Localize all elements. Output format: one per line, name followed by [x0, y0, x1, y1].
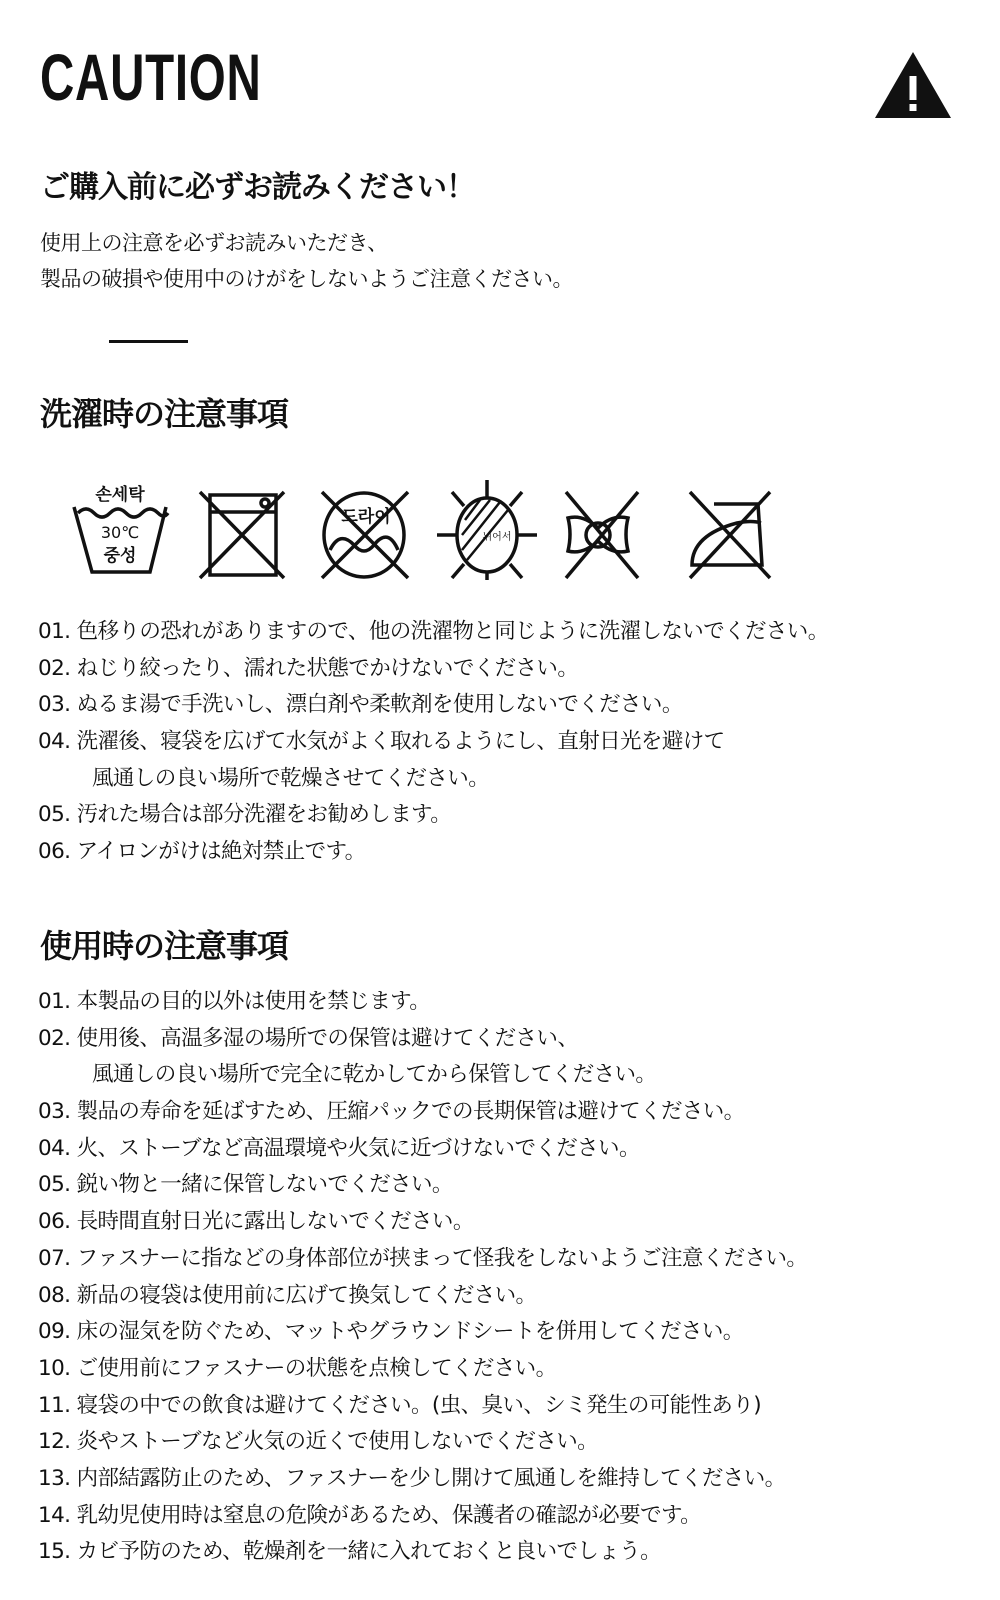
- list-item-continuation: 風通しの良い場所で完全に乾かしてから保管してください。: [92, 1062, 657, 1088]
- no-iron-icon: [690, 492, 770, 578]
- no-wring-icon: [566, 492, 638, 578]
- list-item: 03. 製品の寿命を延ばすため、圧縮パックでの長期保管は避けてください。: [38, 1099, 745, 1125]
- usage-list: [38, 984, 807, 1571]
- divider: [109, 340, 188, 343]
- list-item: 04. 火、ストーブなど高温環境や火気に近づけないでください。: [38, 1135, 640, 1161]
- list-item: 10. ご使用前にファスナーの状態を点検してください。: [38, 1355, 557, 1381]
- list-item: 04. 洗濯後、寝袋を広げて水気がよく取れるようにし、直射日光を避けて: [38, 729, 725, 755]
- list-item: 13. 内部結露防止のため、ファスナーを少し開けて風通しを維持してください。: [38, 1465, 786, 1491]
- washing-heading: 洗濯時の注意事項: [40, 395, 289, 433]
- list-item: 08. 新品の寝袋は使用前に広げて換気してください。: [38, 1282, 537, 1308]
- list-item: 06. アイロンがけは絶対禁止です。: [38, 839, 366, 865]
- list-item: 02. 使用後、高温多湿の場所での保管は避けてください、: [38, 1025, 579, 1051]
- list-item: 05. 鋭い物と一緒に保管しないでください。: [38, 1172, 453, 1198]
- hand-wash-label: 손세탁: [95, 485, 145, 505]
- hand-wash-temp: 30℃: [100, 523, 140, 542]
- care-symbols: [0, 470, 1000, 580]
- lead-heading: ご購入前に必ずお読みください！: [40, 170, 475, 205]
- list-item-continuation: 風通しの良い場所で乾燥させてください。: [92, 765, 490, 791]
- warning-triangle-icon: [873, 50, 953, 120]
- list-item: 03. ぬるま湯で手洗いし、漂白剤や柔軟剤を使用しないでください。: [38, 692, 683, 718]
- list-item: 09. 床の湿気を防ぐため、マットやグラウンドシートを併用してください。: [38, 1319, 744, 1345]
- list-item: 01. 本製品の目的以外は使用を禁じます。: [38, 989, 431, 1014]
- no-machine-dry-icon: [200, 492, 284, 578]
- list-item: 15. カビ予防のため、乾燥剤を一緒に入れておくと良いでしょう。: [38, 1539, 661, 1565]
- list-item: 12. 炎やストーブなど火気の近くで使用しないでください。: [38, 1429, 599, 1455]
- dry-clean-label: 드라이: [341, 507, 391, 527]
- shade-dry-icon: [437, 480, 537, 580]
- list-item: 02. ねじり絞ったり、濡れた状態でかけないでください。: [38, 655, 579, 681]
- lead-line: 使用上の注意を必ずお読みいただき、: [40, 231, 388, 255]
- list-item: 07. ファスナーに指などの身体部位が挟まって怪我をしないようご注意ください。: [38, 1245, 808, 1271]
- usage-heading: 使用時の注意事項: [40, 927, 289, 965]
- lead-line: 製品の破損や使用中のけがをしないようご注意ください。: [40, 267, 573, 291]
- hand-wash-icon: [74, 484, 168, 572]
- caution-title: CAUTION: [40, 40, 262, 114]
- list-item: 01. 色移りの恐れがありますので、他の洗濯物と同じように洗濯しないでください。: [38, 619, 829, 644]
- list-item: 05. 汚れた場合は部分洗濯をお勧めします。: [38, 802, 452, 828]
- list-item: 14. 乳幼児使用時は窒息の危険があるため、保護者の確認が必要です。: [38, 1502, 702, 1528]
- shade-dry-label: 뉘어서: [482, 532, 512, 543]
- list-item: 11. 寝袋の中での飲食は避けてください。(虫、臭い、シミ発生の可能性あり): [38, 1392, 762, 1418]
- hand-wash-neutral: 중성: [103, 546, 137, 566]
- no-dry-clean-icon: [322, 492, 408, 578]
- list-item: 06. 長時間直射日光に露出しないでください。: [38, 1209, 474, 1235]
- washing-list: [38, 614, 829, 871]
